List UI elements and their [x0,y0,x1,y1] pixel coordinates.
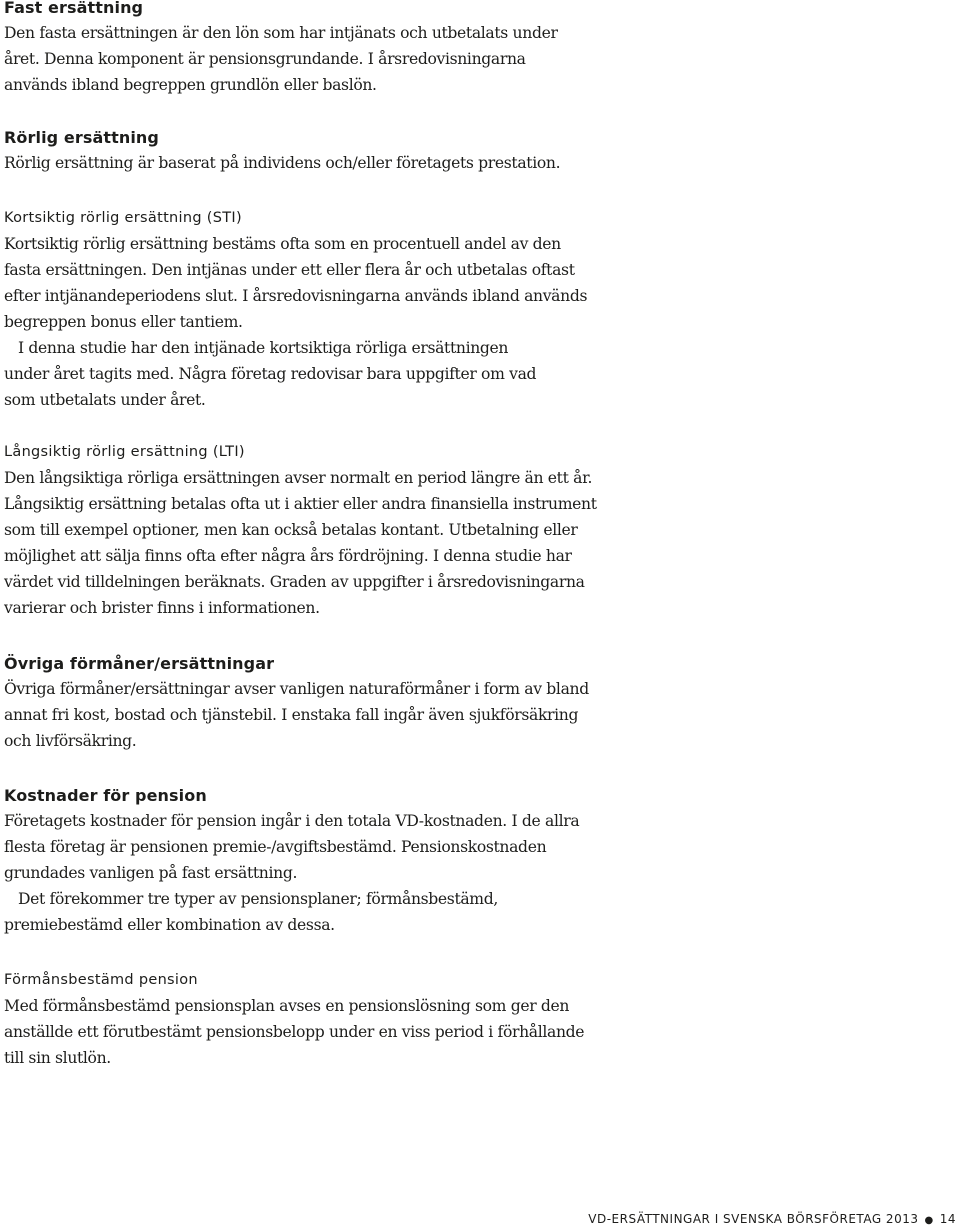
subsection-heading: Förmånsbestämd pension [4,972,198,988]
section-fast-ersattning [4,0,558,98]
section-heading: Kostnader för pension [4,786,207,805]
bullet-icon: ● [924,1215,934,1226]
paragraph: Den långsiktiga rörliga ersättningen avser normalt en period längre än ett år. Långsiktig ersättning betalas ofta ut i aktier eller andra finansiella instrument som till exempel optioner, men kan också betalas kontant. Utbetalning eller möjlighet att sälja finns ofta efter några års fördröjning. I denna studie har värdet vid tilldelningen beräknats. Graden av uppgifter i årsredovisningarna varierar och brister finns i informationen. [4,469,597,617]
subsection-heading: Kortsiktig rörlig ersättning (STI) [4,210,242,226]
paragraph: Kortsiktig rörlig ersättning bestäms ofta som en procentuell andel av den fasta ersättningen. Den intjänas under ett eller flera år och utbetalas oftast efter intjänandeperiodens slut. I årsredovisningarna används ibland används begreppen bonus eller tantiem. [4,235,588,331]
paragraph: Den fasta ersättningen är den lön som har intjänats och utbetalats under året. Denna komponent är pensionsgrundande. I årsredovisningarna används ibland begreppen grundlön eller baslön. [4,24,558,94]
paragraph: Med förmånsbestämd pensionsplan avses en pensionslösning som ger den anställde ett förutbestämt pensionsbelopp under en viss period i förhållande till sin slutlön. [4,997,585,1067]
section-formansbestamd-pension [4,970,584,1071]
paragraph: Övriga förmåner/ersättningar avser vanligen naturaförmåner i form av bland annat fri kost, bostad och tjänstebil. I enstaka fall ingår även sjukförsäkring och livförsäkring. [4,680,589,750]
section-kostnader-pension [4,786,579,938]
footer-title: VD-ERSÄTTNINGAR I SVENSKA BÖRSFÖRETAG 2013 [588,1212,919,1226]
section-heading: Fast ersättning [4,0,144,17]
section-sti [4,208,587,413]
section-rorlig-ersattning [4,128,560,176]
page-footer [588,1212,956,1226]
paragraph: I denna studie har den intjänade kortsiktiga rörliga ersättningen under året tagits med. Några företag redovisar bara uppgifter om vad som utbetalats under året. [4,339,537,409]
section-lti [4,442,597,621]
paragraph: Det förekommer tre typer av pensionsplaner; förmånsbestämd, premiebestämd eller kombination av dessa. [4,890,498,934]
section-ovriga-formaner [4,654,589,754]
section-heading: Övriga förmåner/ersättningar [4,654,275,673]
subsection-heading: Långsiktig rörlig ersättning (LTI) [4,444,245,460]
page-number: 14 [939,1212,956,1226]
section-heading: Rörlig ersättning [4,128,159,147]
paragraph: Rörlig ersättning är baserat på individens och/eller företagets prestation. [4,154,561,172]
paragraph: Företagets kostnader för pension ingår i den totala VD-kostnaden. I de allra flesta företag är pensionen premie-/avgiftsbestämd. Pensionskostnaden grundades vanligen på fast ersättning. [4,812,580,882]
